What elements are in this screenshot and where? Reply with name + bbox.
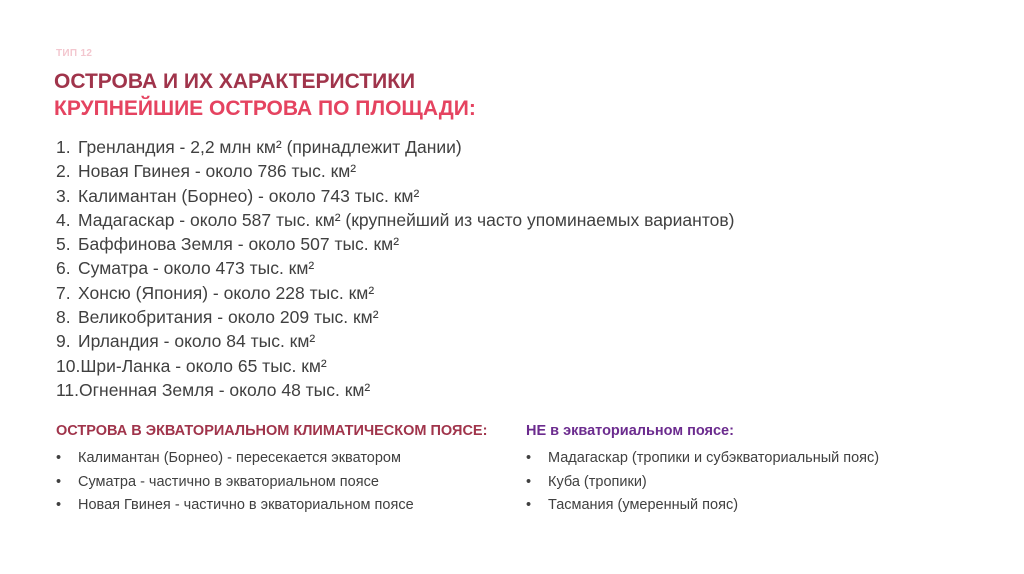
- list-item: [56, 281, 735, 305]
- item-text: Хонсю (Япония) - около 228 тыс. км²: [78, 282, 375, 303]
- item-text: Калимантан (Борнео) - около 743 тыс. км²: [78, 185, 420, 206]
- bullet-icon: •: [56, 473, 62, 490]
- item-number: 11.: [56, 379, 80, 400]
- list-item: [56, 184, 735, 208]
- slide-title: ОСТРОВА И ИХ ХАРАКТЕРИСТИКИ: [54, 70, 416, 93]
- item-text: Тасмания (умеренный пояс): [548, 497, 739, 513]
- slide-type-tag: ТИП 12: [56, 48, 93, 59]
- equatorial-section: [56, 423, 487, 518]
- list-item: [56, 329, 735, 353]
- item-number: 7.: [56, 282, 71, 303]
- item-number: 3.: [56, 185, 71, 206]
- list-item: [56, 256, 735, 280]
- item-number: 4.: [56, 209, 71, 230]
- item-text: Шри-Ланка - около 65 тыс. км²: [80, 355, 327, 376]
- item-text: Куба (тропики): [548, 473, 647, 490]
- not-equatorial-section: [526, 423, 879, 518]
- list-item: [526, 471, 879, 495]
- list-item: [56, 305, 735, 329]
- list-item: [56, 208, 735, 232]
- list-item: [56, 354, 735, 378]
- item-text: Огненная Земля - около 48 тыс. км²: [79, 379, 371, 400]
- equatorial-heading: ОСТРОВА В ЭКВАТОРИАЛЬНОМ КЛИМАТИЧЕСКОМ ПОЯСЕ:: [56, 423, 488, 439]
- bullet-icon: •: [526, 497, 532, 513]
- item-text: Баффинова Земля - около 507 тыс. км²: [78, 234, 400, 255]
- not-equatorial-list: [526, 447, 879, 518]
- list-item: [56, 232, 735, 256]
- slide-subtitle: КРУПНЕЙШИЕ ОСТРОВА ПО ПЛОЩАДИ:: [54, 97, 476, 120]
- list-item: [56, 471, 487, 495]
- item-number: 6.: [56, 258, 71, 279]
- list-item: [56, 494, 487, 518]
- bullet-icon: •: [56, 450, 62, 466]
- item-text: Мадагаскар (тропики и субэкваториальный пояс): [548, 450, 880, 466]
- equatorial-list: [56, 447, 487, 518]
- list-item: [56, 159, 735, 183]
- item-number: 9.: [56, 331, 71, 352]
- list-item: [56, 447, 487, 471]
- list-item: [56, 135, 735, 159]
- item-text: Мадагаскар - около 587 тыс. км² (крупнейший из часто упоминаемых вариантов): [78, 209, 735, 230]
- item-text: Великобритания - около 209 тыс. км²: [78, 307, 379, 328]
- item-text: Новая Гвинея - около 786 тыс. км²: [78, 161, 357, 182]
- item-text: Суматра - частично в экваториальном поясе: [78, 473, 379, 490]
- item-text: Новая Гвинея - частично в экваториальном поясе: [78, 497, 414, 513]
- islands-list: [56, 135, 735, 402]
- item-text: Суматра - около 473 тыс. км²: [78, 258, 315, 279]
- not-equatorial-heading: НЕ в экваториальном поясе:: [526, 423, 734, 439]
- item-number: 10.: [56, 355, 81, 376]
- item-number: 8.: [56, 307, 71, 328]
- item-text: Гренландия - 2,2 млн км² (принадлежит Дании): [78, 137, 462, 157]
- bullet-icon: •: [526, 450, 532, 466]
- item-text: Калимантан (Борнео) - пересекается экватором: [78, 450, 401, 466]
- bullet-icon: •: [526, 473, 532, 490]
- bullet-icon: •: [56, 497, 62, 513]
- list-item: [526, 447, 879, 471]
- item-number: 1.: [56, 137, 71, 157]
- item-text: Ирландия - около 84 тыс. км²: [78, 331, 316, 352]
- item-number: 5.: [56, 234, 71, 255]
- item-number: 2.: [56, 161, 71, 182]
- list-item: [526, 494, 879, 518]
- list-item: [56, 378, 735, 402]
